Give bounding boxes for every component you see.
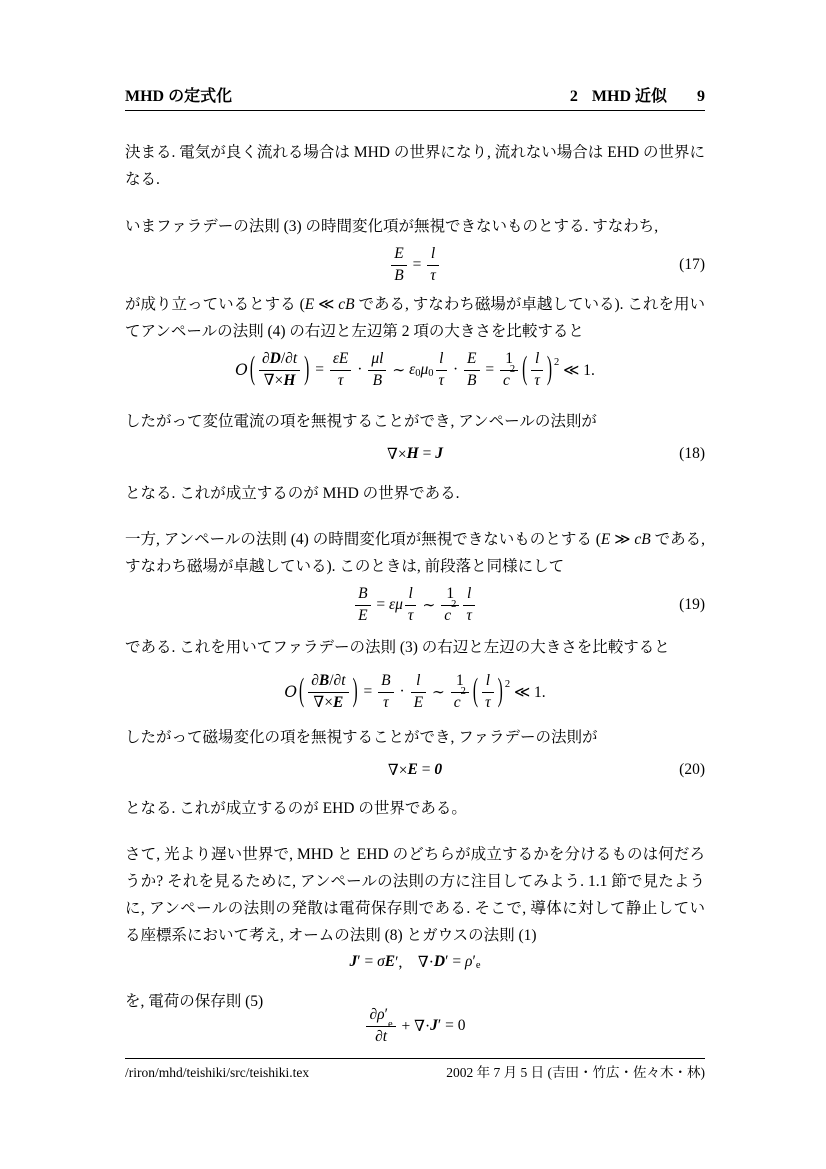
paragraph-9: となる. これが成立するのが EHD の世界である。 (125, 800, 467, 817)
equation-ohm-gauss (125, 948, 705, 976)
running-header (125, 88, 705, 111)
equation-18-math: ∇× H = J (387, 445, 443, 463)
footer-file-path: /riron/mhd/teishiki/src/teishiki.tex (125, 1065, 310, 1080)
equation-18-number: (18) (679, 445, 705, 462)
header-section-number: 2 (569, 88, 578, 105)
equation-18 (125, 440, 705, 468)
paragraph-2: いまファラデーの法則 (3) の時間変化項が無視できないものとする. すなわち, (125, 218, 659, 235)
paragraph-7: である. これを用いてファラデーの法則 (3) の右辺と左辺の大きさを比較すると (125, 639, 670, 656)
paragraph-6: 一方, アンペールの法則 (4) の時間変化項が無視できないものとする (E ≫ cB である, すなわち磁場が卓越している). このときは, 前段落と同様にして (125, 531, 705, 575)
header-section (570, 88, 705, 106)
paragraph-11: を, 電荷の保存則 (5) (125, 993, 264, 1010)
header-section-title: MHD 近似 (591, 88, 667, 105)
equation-display-1-math: O ( $\frac{\partial D/\partial t}{\nabla\times H}$ ) = $\frac{\varepsilon E}{\tau}$ · $\frac{\mu l}{B}$ ∼ ε $_0$ μ $_0$ $\frac{l}{\tau}$ · $\frac{E}{B}$ = $\frac{1}{c^2}$ ( $\frac{l}{\tau}$ ) $^2$ ≪ 1. (235, 349, 595, 389)
equation-19 (125, 582, 705, 628)
paragraph-5: となる. これが成立するのが MHD の世界である. (125, 485, 460, 502)
paragraph-10: さて, 光より遅い世界で, MHD と EHD のどちらが成立するかを分けるものは何だろうか? それを見るために, アンペールの法則の方に注目してみよう. 1.1 節で見たように, アンペールの法則の発散は電荷保存則である. そこで, 導体に対して静止している座標系において考え, オームの法則 (8) とガウスの法則 (1) (125, 846, 705, 944)
equation-display-1 (125, 344, 705, 396)
footer-date-authors: 2002 年 7 月 5 日 (吉田・竹広・佐々木・林) (446, 1065, 705, 1080)
equation-17-math: $\frac{E}{B}$ = $\frac{l}{\tau}$ (389, 245, 441, 285)
paragraph-4: したがって変位電流の項を無視することができ, アンペールの法則が (125, 413, 597, 430)
paragraph-8: したがって磁場変化の項を無視することができ, ファラデーの法則が (125, 729, 598, 746)
equation-20 (125, 756, 705, 784)
equation-19-number: (19) (679, 596, 705, 613)
header-chapter-title: MHD の定式化 (125, 88, 233, 105)
equation-20-math: ∇× E = 0 (387, 761, 443, 779)
equation-20-number: (20) (679, 761, 705, 778)
equation-ohm-gauss-math: J ′ = σ E ′, ∇· D ′ = ρ ′ $_e$ (349, 953, 481, 971)
equation-charge-conservation (125, 1002, 705, 1050)
equation-display-2-math: O ( $\frac{\partial B/\partial t}{\nabla\times E}$ ) = $\frac{B}{\tau}$ · $\frac{l}{E}$ ∼ $\frac{1}{c^2}$ ( $\frac{l}{\tau}$ ) $^2$ ≪ 1. (284, 671, 546, 711)
equation-display-2 (125, 666, 705, 718)
paragraph-1: 決まる. 電気が良く流れる場合は MHD の世界になり, 流れない場合は EHD の世界になる. (125, 144, 705, 188)
page-footer (125, 1058, 705, 1081)
paragraph-3: が成り立っているとする (E ≪ cB である, すなわち磁場が卓越している). これを用いてアンペールの法則 (4) の右辺と左辺第 2 項の大きさを比較すると (125, 296, 705, 340)
equation-17-number: (17) (679, 256, 705, 273)
equation-charge-conservation-math: $\frac{\partial\rho'_e}{\partial t}$ + ∇· J ′ = 0 (364, 1006, 465, 1046)
equation-19-math: $\frac{B}{E}$ = εμ $\frac{l}{\tau}$ ∼ $\frac{1}{c^2}$ $\frac{l}{\tau}$ (353, 585, 477, 625)
page-number: 9 (697, 88, 705, 105)
equation-17 (125, 242, 705, 288)
